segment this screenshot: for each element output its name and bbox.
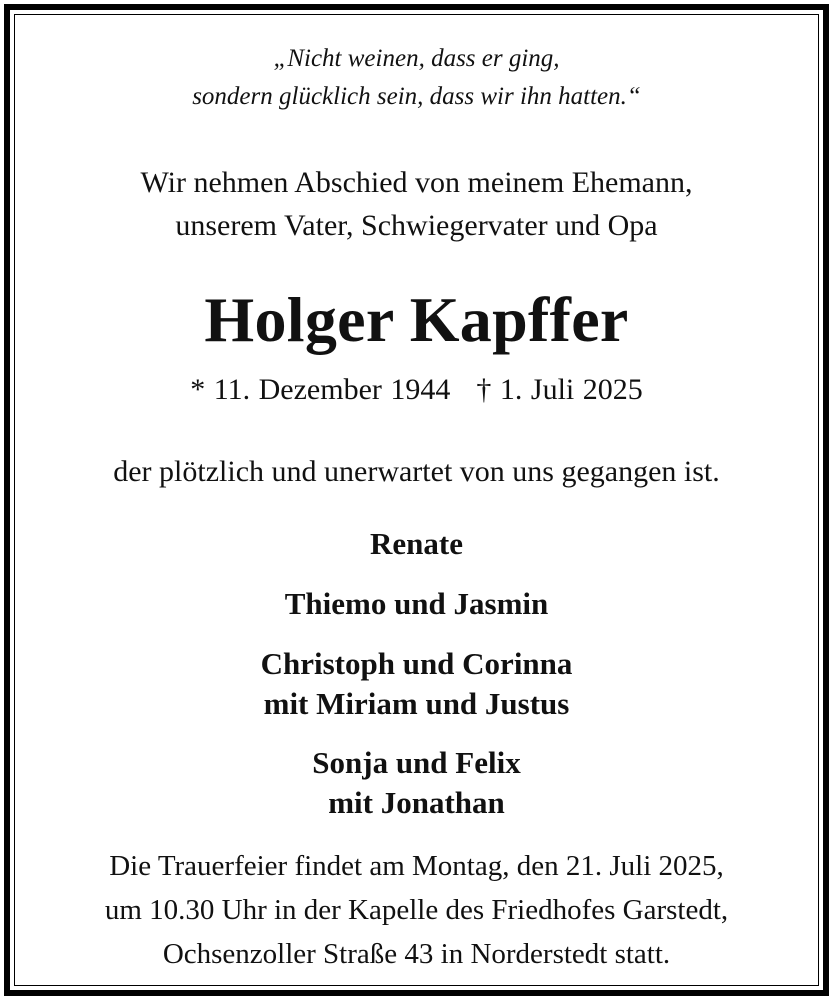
quote-line-1: „Nicht weinen, dass er ging, bbox=[273, 45, 560, 72]
family-line: mit Miriam und Justus bbox=[263, 686, 570, 721]
farewell-intro bbox=[10, 161, 823, 247]
family-group-2 bbox=[10, 584, 823, 624]
quote-line-2: sondern glücklich sein, dass wir ihn hatten.“ bbox=[192, 83, 641, 110]
memorial-quote bbox=[10, 40, 823, 116]
life-dates bbox=[10, 368, 823, 412]
family-line: Renate bbox=[370, 526, 463, 561]
family-line: Christoph und Corinna bbox=[260, 646, 573, 681]
family-line: mit Jonathan bbox=[328, 785, 505, 820]
family-group-3 bbox=[10, 644, 823, 724]
service-line-2: um 10.30 Uhr in der Kapelle des Friedhofes Garstedt, bbox=[104, 894, 729, 926]
intro-line-1: Wir nehmen Abschied von meinem Ehemann, bbox=[140, 166, 693, 199]
family-line: Thiemo und Jasmin bbox=[284, 586, 549, 621]
funeral-service-info bbox=[10, 844, 823, 976]
obituary-border bbox=[4, 4, 829, 996]
intro-line-2: unserem Vater, Schwiegervater und Opa bbox=[175, 209, 658, 242]
deceased-name: Holger Kapffer bbox=[204, 284, 629, 355]
service-line-1: Die Trauerfeier findet am Montag, den 21. Juli 2025, bbox=[109, 850, 724, 882]
family-line: Sonja und Felix bbox=[312, 745, 521, 780]
obituary-inner-border bbox=[14, 14, 819, 986]
death-date: † 1. Juli 2025 bbox=[476, 373, 643, 406]
service-line-3: Ochsenzoller Straße 43 in Norderstedt statt. bbox=[162, 938, 671, 970]
birth-date: * 11. Dezember 1944 bbox=[190, 373, 451, 406]
family-group-4 bbox=[10, 743, 823, 823]
family-group-1 bbox=[10, 524, 823, 564]
passing-note: der plötzlich und unerwartet von uns gegangen ist. bbox=[113, 455, 720, 488]
